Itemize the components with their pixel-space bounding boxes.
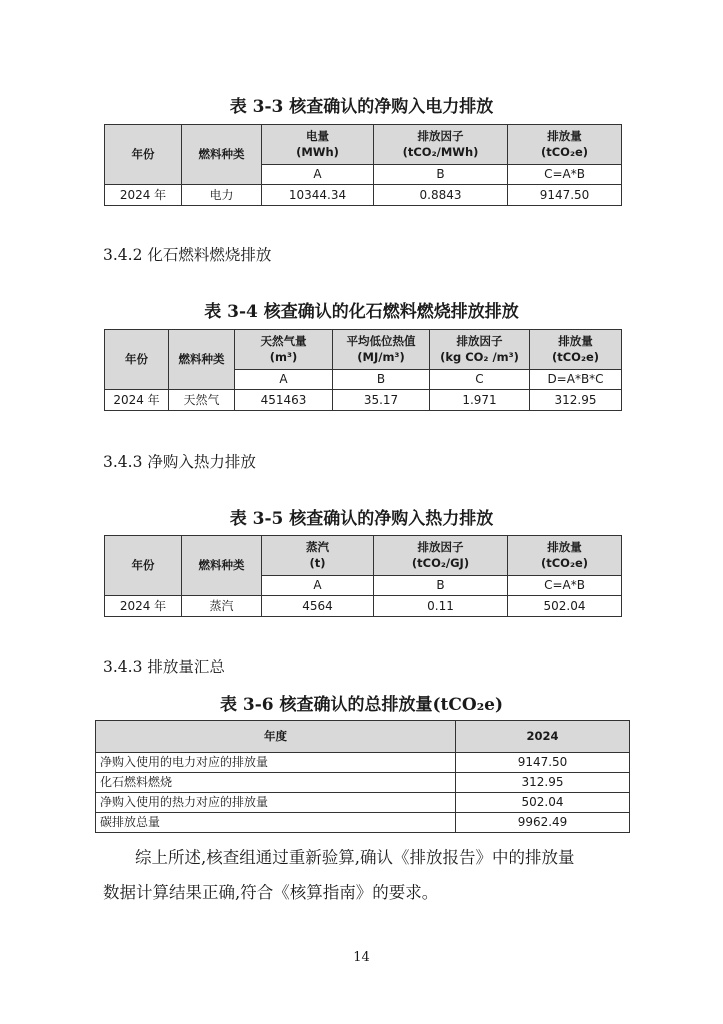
row-label: 净购入使用的电力对应的排放量 [96, 753, 456, 773]
table-row [105, 390, 622, 411]
header-unit: (m³) [269, 349, 298, 364]
formula-cell: A [262, 165, 374, 185]
header-emissions [530, 330, 622, 370]
cell-value: 35.17 [333, 390, 430, 411]
header-unit: (tCO₂/GJ) [411, 555, 470, 570]
header-emission-factor [374, 536, 508, 576]
header-unit: (tCO₂e) [551, 349, 600, 364]
header-electricity [262, 125, 374, 165]
formula-cell: C [430, 370, 530, 390]
header-unit: (kg CO₂ /m³) [440, 349, 519, 364]
table-3-3 [104, 124, 622, 206]
row-value: 502.04 [456, 793, 630, 813]
formula-cell: B [374, 576, 508, 596]
row-value: 312.95 [456, 773, 630, 793]
header-year: 年份 [105, 536, 182, 596]
table-header-row [105, 536, 622, 576]
table-3-3-caption: 表 3-3 核查确认的净购入电力排放 [229, 97, 494, 117]
cell-value: 451463 [235, 390, 333, 411]
table-row [105, 596, 622, 617]
formula-cell: B [333, 370, 430, 390]
cell-value: 312.95 [530, 390, 622, 411]
cell-value: 0.11 [374, 596, 508, 617]
cell-value: 502.04 [508, 596, 622, 617]
row-label: 净购入使用的热力对应的排放量 [96, 793, 456, 813]
header-fuel-type: 燃料种类 [169, 330, 235, 390]
formula-cell: C=A*B [508, 576, 622, 596]
table-row [96, 753, 630, 773]
formula-cell: A [262, 576, 374, 596]
header-unit: (tCO₂e) [540, 144, 589, 159]
cell-fuel: 蒸汽 [182, 596, 262, 617]
formula-cell: B [374, 165, 508, 185]
header-unit: (MJ/m³) [357, 349, 405, 364]
row-value: 9962.49 [456, 813, 630, 833]
header-emissions [508, 536, 622, 576]
header-line: 电量 [306, 128, 329, 143]
header-line: 排放因子 [417, 128, 464, 143]
header-fuel-type: 燃料种类 [182, 536, 262, 596]
table-3-4-caption: 表 3-4 核查确认的化石燃料燃烧排放排放 [204, 302, 519, 322]
header-year: 年份 [105, 330, 169, 390]
cell-value: 0.8843 [374, 185, 508, 206]
conclusion-line-1: 综上所述,核查组通过重新验算,确认《排放报告》中的排放量 [135, 848, 575, 867]
table-row-total [96, 813, 630, 833]
header-line: 排放量 [547, 128, 582, 143]
formula-cell: A [235, 370, 333, 390]
cell-year: 2024 年 [105, 596, 182, 617]
table-header-row [96, 721, 630, 753]
section-heading-3-4-2: 3.4.2 化石燃料燃烧排放 [103, 246, 272, 264]
header-line: 排放因子 [417, 539, 464, 554]
conclusion-line-2: 数据计算结果正确,符合《核算指南》的要求。 [103, 883, 439, 902]
header-unit: (MWh) [296, 144, 339, 159]
row-label: 化石燃料燃烧 [96, 773, 456, 793]
cell-fuel: 电力 [182, 185, 262, 206]
table-3-5 [104, 535, 622, 617]
header-line: 排放因子 [456, 333, 503, 348]
header-emission-factor [374, 125, 508, 165]
table-3-6 [95, 720, 630, 833]
header-gas-volume [235, 330, 333, 370]
formula-cell: D=A*B*C [530, 370, 622, 390]
row-label: 碳排放总量 [96, 813, 456, 833]
row-value: 9147.50 [456, 753, 630, 773]
table-row [96, 793, 630, 813]
header-line: 天然气量 [260, 333, 307, 348]
header-year-value: 2024 [456, 721, 630, 753]
header-heating-value [333, 330, 430, 370]
header-unit: (tCO₂/MWh) [402, 144, 479, 159]
table-3-5-caption: 表 3-5 核查确认的净购入热力排放 [229, 509, 494, 529]
cell-value: 1.971 [430, 390, 530, 411]
page-number: 14 [353, 950, 370, 965]
cell-value: 9147.50 [508, 185, 622, 206]
section-heading-3-4-3-summary: 3.4.3 排放量汇总 [103, 658, 225, 676]
formula-cell: C=A*B [508, 165, 622, 185]
table-3-6-caption: 表 3-6 核查确认的总排放量(tCO₂e) [219, 695, 504, 715]
section-heading-3-4-3-heat: 3.4.3 净购入热力排放 [103, 453, 256, 471]
header-steam [262, 536, 374, 576]
table-header-row [105, 330, 622, 370]
cell-year: 2024 年 [105, 185, 182, 206]
cell-value: 10344.34 [262, 185, 374, 206]
header-line: 排放量 [558, 333, 593, 348]
table-header-row [105, 125, 622, 165]
header-line: 蒸汽 [306, 539, 329, 554]
header-line: 排放量 [547, 539, 582, 554]
table-row [105, 185, 622, 206]
header-year-label: 年度 [96, 721, 456, 753]
header-fuel-type: 燃料种类 [182, 125, 262, 185]
header-line: 平均低位热值 [346, 333, 416, 348]
cell-year: 2024 年 [105, 390, 169, 411]
header-emissions [508, 125, 622, 165]
header-emission-factor [430, 330, 530, 370]
header-unit: (t) [309, 555, 326, 570]
table-3-4 [104, 329, 622, 411]
cell-fuel: 天然气 [169, 390, 235, 411]
cell-value: 4564 [262, 596, 374, 617]
table-row [96, 773, 630, 793]
header-year: 年份 [105, 125, 182, 185]
header-unit: (tCO₂e) [540, 555, 589, 570]
